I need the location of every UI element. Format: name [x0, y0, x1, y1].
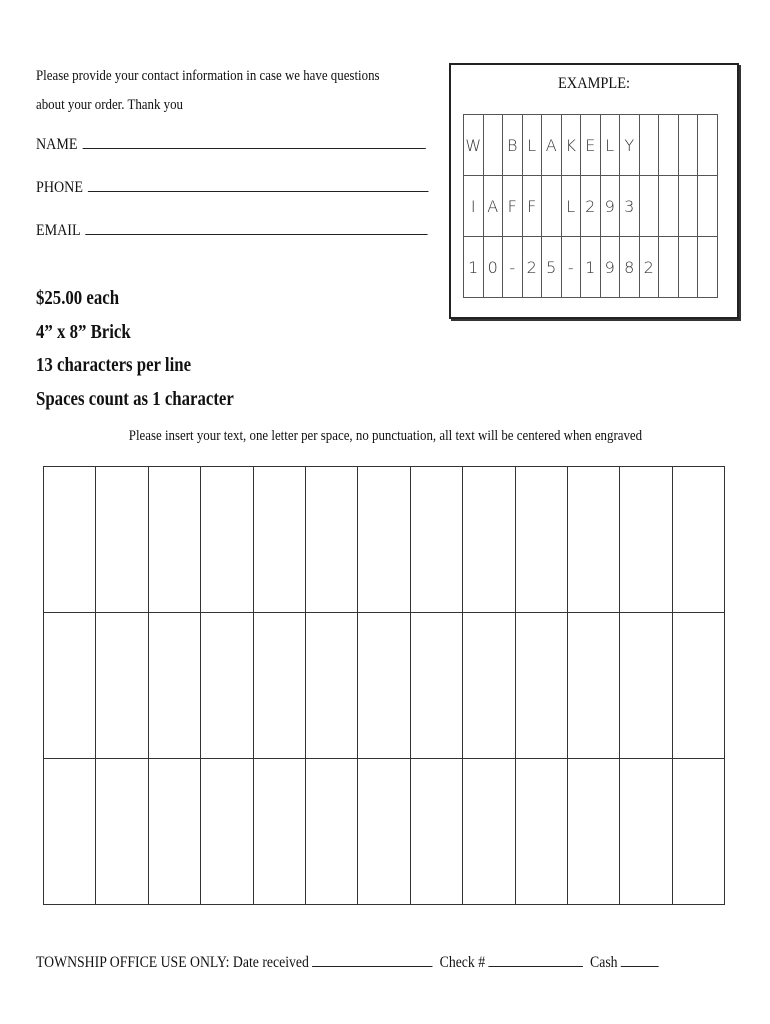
entry-cell[interactable] — [44, 467, 96, 613]
example-cell — [698, 237, 718, 298]
example-cell: 8 — [620, 237, 640, 298]
entry-cell[interactable] — [567, 759, 619, 905]
example-cell: 3 — [620, 176, 640, 237]
example-grid — [463, 114, 718, 298]
example-cell — [483, 115, 503, 176]
example-box — [449, 63, 739, 319]
entry-cell[interactable] — [567, 613, 619, 759]
date-received-line[interactable] — [312, 952, 432, 967]
entry-cell[interactable] — [44, 613, 96, 759]
example-cell: 5 — [542, 237, 562, 298]
entry-cell[interactable] — [620, 467, 672, 613]
example-cell: K — [561, 115, 581, 176]
entry-cell[interactable] — [305, 613, 357, 759]
example-cell — [698, 176, 718, 237]
example-cell: 2 — [522, 237, 542, 298]
entry-cell[interactable] — [96, 467, 148, 613]
entry-cell[interactable] — [201, 759, 253, 905]
entry-cell[interactable] — [305, 759, 357, 905]
brick-text-entry-grid[interactable] — [43, 466, 725, 905]
example-cell: E — [581, 115, 601, 176]
example-cell — [698, 115, 718, 176]
entry-cell[interactable] — [620, 613, 672, 759]
entry-cell[interactable] — [358, 467, 410, 613]
entry-cell[interactable] — [515, 467, 567, 613]
example-cell: 2 — [639, 237, 659, 298]
example-row — [464, 115, 718, 176]
pricing-info — [36, 282, 234, 416]
example-cell: - — [503, 237, 523, 298]
entry-cell[interactable] — [148, 613, 200, 759]
phone-label: PHONE — [36, 179, 83, 196]
entry-cell[interactable] — [463, 467, 515, 613]
example-row — [464, 237, 718, 298]
entry-cell[interactable] — [463, 613, 515, 759]
example-cell — [639, 115, 659, 176]
check-number-line[interactable] — [489, 952, 584, 967]
example-title: EXAMPLE: — [558, 75, 630, 92]
entry-cell[interactable] — [44, 759, 96, 905]
example-cell: I — [464, 176, 484, 237]
example-cell: 2 — [581, 176, 601, 237]
email-label: EMAIL — [36, 222, 81, 239]
example-cell — [678, 176, 698, 237]
entry-cell[interactable] — [410, 759, 462, 905]
entry-cell[interactable] — [410, 613, 462, 759]
entry-cell[interactable] — [672, 759, 724, 905]
contact-intro-line-2: about your order. Thank you — [36, 97, 184, 113]
check-number-label: Check # — [439, 954, 486, 971]
example-cell: L — [561, 176, 581, 237]
example-cell — [659, 115, 679, 176]
entry-cell[interactable] — [672, 467, 724, 613]
price-text: $25.00 each — [36, 287, 120, 309]
entry-row — [44, 613, 725, 759]
contact-intro-line-1: Please provide your contact information in case we have questions — [36, 68, 380, 84]
example-cell: L — [522, 115, 542, 176]
example-cell: A — [542, 115, 562, 176]
entry-cell[interactable] — [358, 759, 410, 905]
example-row — [464, 176, 718, 237]
example-cell: 9 — [600, 237, 620, 298]
entry-cell[interactable] — [515, 613, 567, 759]
example-cell — [659, 176, 679, 237]
example-cell — [659, 237, 679, 298]
entry-cell[interactable] — [96, 613, 148, 759]
example-cell: - — [561, 237, 581, 298]
entry-cell[interactable] — [672, 613, 724, 759]
example-cell: L — [600, 115, 620, 176]
chars-per-line-text: 13 characters per line — [36, 354, 192, 376]
entry-cell[interactable] — [305, 467, 357, 613]
example-cell: F — [522, 176, 542, 237]
entry-cell[interactable] — [358, 613, 410, 759]
cash-label: Cash — [590, 954, 618, 971]
example-cell: B — [503, 115, 523, 176]
date-received-label: Date received — [232, 954, 309, 971]
contact-info-section — [36, 62, 436, 120]
instructions-label: Please insert your text, one letter per space, no punctuation, all text will be centered when engraved — [128, 428, 642, 444]
example-cell: 0 — [483, 237, 503, 298]
name-field[interactable] — [36, 134, 426, 154]
entry-cell[interactable] — [410, 467, 462, 613]
phone-field[interactable] — [36, 177, 429, 197]
entry-row — [44, 759, 725, 905]
example-cell — [542, 176, 562, 237]
example-cell: A — [483, 176, 503, 237]
entry-cell[interactable] — [253, 467, 305, 613]
example-cell — [678, 115, 698, 176]
example-cell — [678, 237, 698, 298]
cash-line[interactable] — [621, 952, 659, 967]
example-cell — [639, 176, 659, 237]
entry-cell[interactable] — [463, 759, 515, 905]
spaces-note-text: Spaces count as 1 character — [36, 387, 234, 410]
phone-input-line[interactable] — [88, 177, 429, 192]
example-cell: 1 — [581, 237, 601, 298]
entry-cell[interactable] — [515, 759, 567, 905]
entry-cell[interactable] — [620, 759, 672, 905]
office-use-section — [36, 952, 662, 972]
name-input-line[interactable] — [83, 134, 426, 149]
instructions-text — [0, 428, 770, 445]
entry-cell[interactable] — [201, 613, 253, 759]
entry-cell[interactable] — [148, 759, 200, 905]
entry-cell[interactable] — [201, 467, 253, 613]
example-cell: Y — [620, 115, 640, 176]
entry-row — [44, 467, 725, 613]
email-input-line[interactable] — [85, 220, 427, 235]
entry-cell[interactable] — [148, 467, 200, 613]
example-cell: 1 — [464, 237, 484, 298]
name-label: NAME — [36, 136, 78, 153]
entry-cell[interactable] — [96, 759, 148, 905]
example-cell: F — [503, 176, 523, 237]
entry-cell[interactable] — [253, 613, 305, 759]
entry-cell[interactable] — [567, 467, 619, 613]
example-cell: 9 — [600, 176, 620, 237]
brick-size-text: 4” x 8” Brick — [36, 320, 131, 343]
entry-cell[interactable] — [253, 759, 305, 905]
office-use-label: TOWNSHIP OFFICE USE ONLY: — [36, 954, 230, 971]
email-field[interactable] — [36, 220, 428, 240]
example-cell: W — [464, 115, 484, 176]
